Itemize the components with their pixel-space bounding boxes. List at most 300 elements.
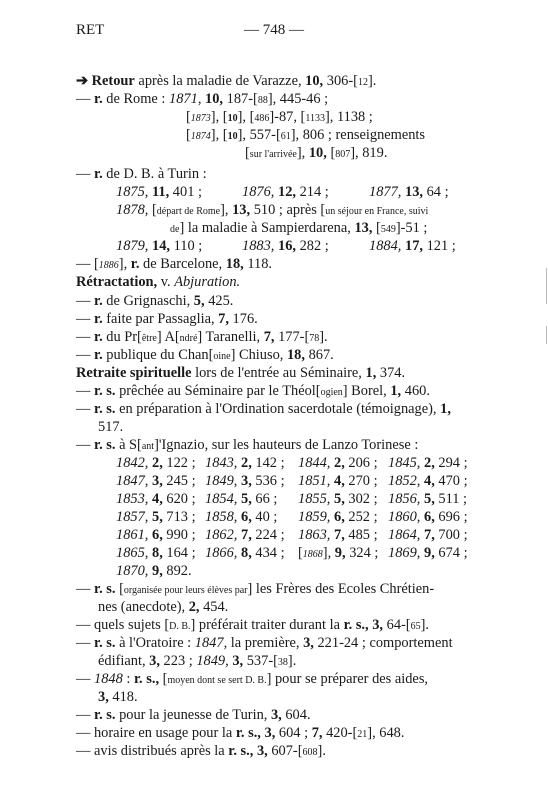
text-run: 1875,	[116, 184, 149, 200]
text-run: —	[76, 293, 94, 309]
index-line	[76, 364, 405, 382]
index-citation	[388, 544, 468, 562]
text-run: 608	[302, 747, 318, 758]
text-run: [	[186, 127, 191, 143]
text-run: 224 ;	[251, 527, 285, 543]
index-citation	[116, 526, 196, 544]
text-run: Abjuration.	[174, 274, 241, 290]
text-run: 3,	[232, 653, 244, 669]
text-run: 1865,	[116, 545, 149, 561]
text-run: 10,	[205, 91, 224, 107]
text-run: 270 ;	[344, 473, 378, 489]
text-run: 18,	[286, 347, 305, 363]
index-line	[186, 126, 425, 146]
text-run: 6,	[334, 509, 345, 525]
text-run: 4,	[334, 473, 345, 489]
index-line	[76, 310, 258, 328]
text-run: ], 1138 ;	[324, 109, 373, 125]
text-run: 8,	[152, 545, 163, 561]
margin-scan-mark	[546, 268, 547, 304]
index-citation	[298, 472, 378, 490]
text-run: :	[122, 671, 134, 687]
text-run: 64-[	[383, 617, 411, 633]
text-run: —	[76, 383, 94, 399]
text-run: 110 ;	[170, 238, 203, 254]
text-run: 13,	[354, 220, 373, 236]
text-run: [	[372, 220, 381, 236]
text-run: 1862,	[205, 527, 238, 543]
text-run: départ de Rome	[156, 206, 221, 217]
text-run: pour la jeunesse de Turin,	[115, 707, 271, 723]
index-line	[76, 580, 434, 600]
index-citation	[242, 183, 329, 201]
index-citation	[242, 237, 329, 255]
text-run: de D. B. à Turin :	[102, 166, 207, 182]
index-line	[76, 328, 328, 348]
text-run: 10,	[308, 145, 327, 161]
index-citation	[116, 490, 196, 508]
text-run: de	[170, 224, 180, 235]
text-run: 1874	[190, 131, 211, 142]
text-run: prêchée au Séminaire par le Théol[	[115, 383, 321, 399]
text-run: 17,	[405, 238, 423, 254]
index-line	[76, 400, 451, 418]
text-run: —	[76, 401, 94, 417]
text-run: 418.	[108, 689, 138, 705]
text-run: 38	[277, 657, 288, 668]
text-run: 214 ;	[296, 184, 329, 200]
text-run: 7,	[263, 329, 275, 345]
text-run: [	[115, 581, 124, 597]
text-run: 7,	[311, 725, 323, 741]
text-run: 470 ;	[434, 473, 468, 489]
index-line	[116, 562, 192, 580]
text-run: 867.	[304, 347, 334, 363]
index-citation	[116, 183, 202, 201]
text-run: 1854,	[205, 491, 238, 507]
text-run: 1868	[302, 549, 323, 560]
text-run: 122 ;	[162, 455, 196, 471]
text-run: 990 ;	[162, 527, 196, 543]
index-line	[76, 273, 240, 291]
text-run: en préparation à l'Ordination sacerdotale (témoignage),	[115, 401, 441, 417]
index-citation	[116, 508, 196, 526]
text-run: 16,	[278, 238, 296, 254]
text-run: 6,	[241, 509, 252, 525]
text-run: 3,	[152, 473, 163, 489]
text-run: r.	[94, 311, 103, 327]
text-run: 1853,	[116, 491, 149, 507]
text-run: ], 806 ; renseignements	[290, 127, 426, 143]
text-run: 2,	[241, 455, 252, 471]
text-run: r. s.	[94, 383, 116, 399]
text-run: 5,	[334, 491, 345, 507]
index-citation	[205, 472, 285, 490]
text-run: Retour	[91, 73, 135, 89]
text-run: 536 ;	[251, 473, 285, 489]
text-run: 13,	[232, 202, 251, 218]
text-run: 245 ;	[162, 473, 196, 489]
text-run: r.	[94, 347, 103, 363]
text-run: 1847,	[116, 473, 149, 489]
text-run: [	[148, 202, 157, 218]
text-run: 12,	[278, 184, 296, 200]
text-run: 1845,	[388, 455, 421, 471]
text-run: 713 ;	[162, 509, 196, 525]
text-run: 302 ;	[344, 491, 378, 507]
text-run: ].	[317, 743, 326, 759]
text-run: v.	[157, 274, 175, 290]
text-run: 1870,	[116, 563, 149, 579]
text-run: 1876,	[242, 184, 275, 200]
text-run: édifiant,	[98, 653, 150, 669]
text-run: ogien	[320, 387, 343, 398]
text-run: lors de l'entrée au Séminaire,	[191, 365, 366, 381]
index-line	[76, 616, 429, 636]
text-run: 5,	[424, 491, 435, 507]
text-run: 206 ;	[344, 455, 378, 471]
index-line	[76, 165, 207, 183]
text-run: 607-[	[267, 743, 303, 759]
index-citation	[116, 544, 196, 562]
running-head: RET	[76, 22, 105, 38]
text-run: —	[76, 329, 94, 345]
index-citation	[388, 472, 468, 490]
text-run: 7,	[218, 311, 229, 327]
text-run: 620 ;	[162, 491, 196, 507]
text-run: 3,	[303, 635, 314, 651]
text-run: 18,	[225, 256, 244, 272]
index-citation	[116, 472, 196, 490]
text-run: 454.	[199, 599, 229, 615]
text-run: 9,	[334, 545, 346, 561]
index-line	[98, 652, 296, 672]
text-run: 1861,	[116, 527, 149, 543]
text-run: 6,	[152, 527, 163, 543]
text-run: 1,	[365, 365, 377, 381]
text-run: 121 ;	[423, 238, 456, 254]
text-run: 64 ;	[423, 184, 449, 200]
index-citation	[388, 526, 468, 544]
text-run: 294 ;	[434, 455, 468, 471]
text-run: ].	[367, 73, 377, 89]
text-run: 434 ;	[251, 545, 285, 561]
text-run: 8,	[241, 545, 252, 561]
text-run: [	[298, 545, 303, 561]
text-run: r. s.	[94, 581, 116, 597]
text-run: 164 ;	[162, 545, 196, 561]
text-run: — quels sujets [	[76, 617, 170, 633]
text-run: 142 ;	[251, 455, 285, 471]
text-run: de Barcelone,	[139, 256, 226, 272]
index-line	[186, 108, 373, 128]
text-run: 401 ;	[169, 184, 202, 200]
text-run: r.	[94, 293, 103, 309]
text-run: 223 ;	[159, 653, 197, 669]
index-line	[116, 201, 428, 221]
text-run: 13,	[405, 184, 423, 200]
margin-scan-mark	[546, 326, 547, 344]
text-run: 1884,	[369, 238, 402, 254]
text-run: 12	[357, 77, 368, 88]
text-run: 2,	[152, 455, 163, 471]
text-run: 5,	[193, 293, 205, 309]
text-run: 696 ;	[434, 509, 468, 525]
text-run: —	[76, 166, 94, 182]
index-line	[98, 688, 138, 706]
text-run: 21	[357, 729, 368, 740]
text-run: 510 ; après [	[250, 202, 326, 218]
text-run: 1847,	[194, 635, 228, 651]
index-citation	[205, 526, 285, 544]
text-run: 1883,	[242, 238, 275, 254]
text-run: —	[76, 581, 94, 597]
text-run: ],	[118, 256, 131, 272]
text-run: 10	[227, 131, 238, 142]
text-run: du Pr[	[102, 329, 142, 345]
text-run: 1863,	[298, 527, 331, 543]
index-line	[98, 418, 123, 436]
text-run: 537-[	[243, 653, 278, 669]
text-run: —	[76, 635, 94, 651]
text-run: 5,	[152, 509, 163, 525]
index-citation	[205, 508, 277, 526]
text-run: 5,	[241, 491, 252, 507]
text-run: 11,	[152, 184, 170, 200]
text-run: 1866,	[205, 545, 238, 561]
text-run: 88	[257, 95, 268, 106]
index-citation	[388, 454, 468, 472]
text-run: ]-87, [	[269, 109, 306, 125]
index-line	[76, 90, 328, 110]
text-run: D. B.	[169, 621, 191, 632]
index-line	[76, 724, 404, 744]
text-run: 1842,	[116, 455, 149, 471]
text-run: ],	[296, 145, 309, 161]
text-run: —	[76, 347, 94, 363]
text-run: 10,	[305, 73, 324, 89]
index-citation	[388, 490, 467, 508]
index-line	[170, 219, 427, 239]
index-citation	[205, 544, 285, 562]
text-run: sur l'arrivée	[249, 149, 297, 160]
index-citation	[369, 183, 449, 201]
text-run: ant	[141, 441, 155, 452]
text-run: — horaire en usage pour la	[76, 725, 236, 741]
text-run: 460.	[401, 383, 430, 399]
text-run: r. s.	[94, 707, 116, 723]
text-run: 2,	[424, 455, 435, 471]
text-run: 1878,	[116, 202, 149, 218]
text-run: —	[76, 671, 94, 687]
text-run: 485 ;	[344, 527, 378, 543]
text-run: 4,	[152, 491, 163, 507]
text-run: 486	[254, 113, 270, 124]
text-run: la première,	[227, 635, 304, 651]
text-run: organisée pour leurs élèves par	[123, 585, 248, 596]
text-run: 1133	[305, 113, 325, 124]
text-run: 7,	[334, 527, 345, 543]
text-run: 2,	[188, 599, 200, 615]
text-run: 14,	[152, 238, 170, 254]
text-run: 3,	[270, 707, 282, 723]
text-run: 282 ;	[296, 238, 329, 254]
text-run: 66 ;	[251, 491, 278, 507]
text-run: ] la maladie à Sampierdarena,	[179, 220, 355, 236]
index-line	[76, 346, 334, 366]
index-line	[76, 670, 428, 690]
index-citation	[298, 454, 378, 472]
text-run: —	[76, 311, 94, 327]
index-citation	[388, 508, 468, 526]
text-run: ],	[220, 202, 233, 218]
text-run: après la maladie de Varazze,	[134, 73, 306, 89]
text-run: 1860,	[388, 509, 421, 525]
text-run: ] Chiuso,	[230, 347, 287, 363]
page-number: — 748 —	[244, 22, 304, 38]
text-run: 1857,	[116, 509, 149, 525]
index-citation	[205, 454, 285, 472]
text-run: 1864,	[388, 527, 421, 543]
text-run: —	[76, 437, 94, 453]
text-run: ], 819.	[350, 145, 388, 161]
text-run: ], 557-[	[237, 127, 281, 143]
text-run: [	[245, 145, 250, 161]
text-run: 1,	[440, 401, 451, 417]
text-run: 1849,	[205, 473, 238, 489]
index-line	[76, 634, 453, 652]
text-run: 700 ;	[434, 527, 468, 543]
index-citation	[116, 454, 196, 472]
text-run: r. s.	[94, 635, 116, 651]
text-run: 3,	[372, 617, 384, 633]
text-run: — [	[76, 256, 99, 272]
text-run: r. s.	[94, 437, 116, 453]
index-line	[76, 292, 233, 310]
text-run: ], [	[210, 127, 228, 143]
text-run: ] les Frères des Ecoles Chrétien-	[247, 581, 435, 597]
text-run: 1851,	[298, 473, 331, 489]
text-run: 3,	[241, 473, 252, 489]
text-run: 3,	[149, 653, 160, 669]
text-run: 3,	[256, 743, 268, 759]
text-run: r.	[94, 91, 103, 107]
text-run: un séjour en France, suivi	[325, 206, 429, 217]
text-run: [	[186, 109, 191, 125]
text-run: — avis distribués après la	[76, 743, 229, 759]
text-run: 1848	[94, 671, 123, 687]
text-run: 324 ;	[345, 545, 379, 561]
text-run: ], 648.	[367, 725, 405, 741]
text-run: 1871,	[169, 91, 202, 107]
text-run: ] préférait traiter durant la	[190, 617, 344, 633]
text-run: —	[76, 91, 94, 107]
text-run: moyen dont se sert D. B.	[167, 675, 267, 686]
text-run: 3,	[98, 689, 109, 705]
text-run: 9,	[152, 563, 163, 579]
text-run: r.	[130, 256, 140, 272]
text-run: ], [	[210, 109, 228, 125]
text-run: oine	[213, 351, 231, 362]
index-citation	[205, 490, 277, 508]
text-run: ].	[319, 329, 328, 345]
text-run: 40 ;	[251, 509, 278, 525]
text-run: 4,	[424, 473, 435, 489]
text-run: ] Taranelli,	[197, 329, 264, 345]
text-run: de Grignaschi,	[102, 293, 194, 309]
text-run: à S[	[115, 437, 142, 453]
text-run: [	[326, 145, 336, 161]
text-run: 7,	[424, 527, 435, 543]
index-line	[98, 598, 228, 616]
text-run: 604.	[281, 707, 311, 723]
text-run: 1859,	[298, 509, 331, 525]
text-run: à l'Oratoire :	[115, 635, 195, 651]
text-run: 7,	[241, 527, 252, 543]
text-run: 517.	[98, 419, 124, 435]
text-run: 1843,	[205, 455, 238, 471]
text-run: 549	[380, 224, 396, 235]
text-run: 187-[	[223, 91, 258, 107]
text-run: 807	[335, 149, 351, 160]
text-run: 78	[309, 333, 320, 344]
index-line	[245, 144, 387, 164]
text-run: r. s.,	[235, 725, 261, 741]
text-run: r. s.,	[228, 743, 254, 759]
text-run: 420-[	[322, 725, 358, 741]
text-run: 1852,	[388, 473, 421, 489]
text-run: r. s.,	[133, 671, 160, 687]
text-run: ]'Ignazio, sur les hauteurs de Lanzo Torinese :	[154, 437, 419, 453]
text-run: de Rome :	[102, 91, 170, 107]
text-run: faite par Passaglia,	[102, 311, 219, 327]
text-run: —	[76, 707, 94, 723]
index-citation	[298, 526, 378, 544]
text-run: 511 ;	[434, 491, 468, 507]
text-run: [	[159, 671, 168, 687]
index-citation	[298, 544, 378, 564]
text-run: 1886	[98, 260, 119, 271]
text-run: r. s.	[94, 401, 116, 417]
index-line	[76, 382, 430, 402]
text-run: 425.	[204, 293, 234, 309]
text-run: ndré	[179, 333, 198, 344]
text-run: Rétractation,	[76, 274, 158, 290]
text-run: 252 ;	[344, 509, 378, 525]
text-run: 118.	[243, 256, 273, 272]
text-run: 1877,	[369, 184, 402, 200]
text-run: nes (anecdote),	[98, 599, 189, 615]
text-run: 674 ;	[434, 545, 468, 561]
text-run: publique du Chan[	[102, 347, 214, 363]
text-run: 1855,	[298, 491, 331, 507]
text-run: 10	[227, 113, 238, 124]
index-line	[76, 255, 272, 275]
text-run: ].	[420, 617, 429, 633]
text-run: 1873	[190, 113, 211, 124]
index-line	[76, 742, 326, 762]
text-run: 176.	[228, 311, 258, 327]
text-run: Retraite spirituelle	[76, 365, 192, 381]
index-line	[76, 72, 376, 92]
text-run: ]-51 ;	[395, 220, 428, 236]
text-run: 6,	[424, 509, 435, 525]
text-run: 177-[	[274, 329, 310, 345]
text-run: 1879,	[116, 238, 149, 254]
text-run: 306-[	[323, 73, 358, 89]
index-line	[76, 706, 311, 724]
text-run: 374.	[376, 365, 406, 381]
